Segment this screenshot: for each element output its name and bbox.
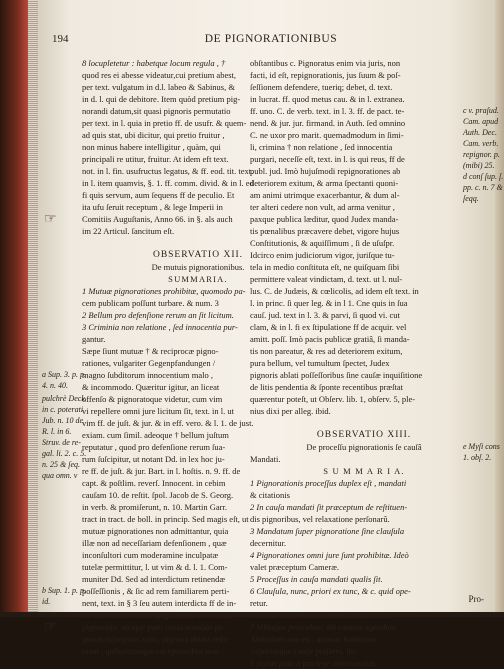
right-line: ter alteri cedere non vult, ad arma venitur ,: [250, 202, 395, 212]
right-line: l. in princ. ſi quer leg. & in l 1. Cne quis in ſua: [250, 298, 408, 308]
catchword: Pro-: [468, 594, 484, 604]
manicule-hand-icon: ☞: [44, 620, 57, 635]
right-line: 5 Proceſſus in cauſa mandati qualis ſit.: [250, 574, 383, 584]
left-line: rationes, vulgariter Gegenpfandungen /: [82, 358, 216, 368]
left-line: ita ufu ſeruit receptum , & lege Imperii in: [82, 202, 223, 212]
right-line: facti, id eſt, repignorationis, jus ſuum & poſ-: [250, 70, 401, 80]
left-line: vim ff. de juſt. & jur. & in eff. vero. & l. 1. de just.: [82, 418, 254, 428]
left-line: 1 Mutuæ pignorationes prohibitæ, quomodo pa-: [82, 286, 246, 296]
right-line: 3 Mandatum ſuper pignoratione ſine clauſula: [250, 526, 405, 536]
left-margin-note: a Sup. 3. p. 4. n. 40.: [42, 370, 78, 390]
left-line: rum ſuſcipitur, ut notant Dd. in lex hoc ju-: [82, 454, 225, 464]
left-line: re ff. de juſt. & jur. Bart. in l. hoſtis. n. 9. ff. de: [82, 466, 241, 476]
left-line: 3 Criminia non relatione , ſed innocentia pur-: [82, 322, 238, 332]
right-line: pignoris ablati poſſeſſoribus ſine cauſæ inquiſitione: [250, 370, 423, 380]
left-line: reputatur , quod pro defenſione rerum ſua-: [82, 442, 226, 452]
section-subtitle: De proceſſu pignorationis ſe cauſâ: [306, 442, 422, 452]
left-line: principali re utitur, fruitur. At idem eft text.: [82, 154, 229, 164]
right-line: nius dixi per alleg. ibid.: [250, 406, 331, 416]
left-margin-note: pulchrè Deck in c. poterati Jub. n. 10 de R. l. in 6. Struv. de re- gal. li. 2. c. n. 25 & ſeq. qua omn. v: [42, 394, 85, 480]
left-line: tuant , quibuſcumque exceptionibus non: [82, 646, 219, 656]
right-line: ſeſſionem defendere, tueriq; debet, d. text.: [250, 82, 393, 92]
left-line: fi quis servum, aum ſequens ff de peculio. Et: [82, 190, 235, 200]
right-line: decernitur.: [250, 538, 287, 548]
right-line: 6 Clauſula, nunc, priori ex tunc, & c. quid ope-: [250, 586, 411, 596]
right-line: ff. uno. C. de verb. text. in l. 3. ff. de pact. te-: [250, 106, 405, 116]
section-title: OBSERVATIO XIII.: [316, 430, 412, 440]
left-margin-note: b Sup. 1. p. id.: [42, 586, 78, 606]
left-line: cem publicam poſſunt turbare. & num. 3: [82, 298, 219, 308]
right-line: 7 Vilmajus periculum, ibi cautius agendum.: [250, 622, 398, 632]
left-line: Sæpe ſiunt mutuæ † & reciprocæ pigno-: [82, 346, 219, 356]
left-line: gnoris injungitur, utſic, pignora ablata reſti-: [82, 634, 230, 644]
page-gutter-shadow: [495, 0, 504, 617]
section-subtitle: De mutuis pignorationibus.: [151, 262, 245, 272]
page-bottom-edge: [0, 612, 504, 617]
right-line: cujuſcunque cauſæ praſervi, ibi.: [250, 646, 358, 656]
right-line: Conſtitutionis, & aquiſſimum , ſi de uſuſpr.: [250, 238, 395, 248]
right-margin-note: e Myſi cons 1. obſ. 2.: [463, 442, 500, 462]
left-line: per text. vulgatum in d.l. labeo & Sabinus, &: [82, 82, 235, 92]
right-line: clam, & in l. fi ex ſtipulatione ff de acquir. vel: [250, 322, 407, 332]
left-line: 2 Bellum pro defenſione rerum an ſit licitum.: [82, 310, 234, 320]
right-line: deteriorem exitum, & arma ſpectanti quoni-: [250, 178, 399, 188]
right-line: dis pignoribus, vel relaxatione perſonarû.: [250, 514, 390, 524]
right-line: obſtantibus c. Pignoratus enim via juris, non: [250, 58, 401, 68]
right-line: li, crimina † non relatione , ſed innocentia: [250, 142, 393, 152]
left-line: in verb. & promiſerunt, n. 10. Martin Garr.: [82, 502, 227, 512]
right-line: tis non pareatur, & res ad deteriorem exitum,: [250, 346, 403, 356]
left-line: tutelæ permittitur, l. ut vim & d. l. 1. Com-: [82, 562, 228, 572]
right-line: paxque publica læditur, quod Judex manda-: [250, 214, 399, 224]
left-line: offenſo & pignoratoque videtur, cum vim: [82, 394, 223, 404]
right-line: de litis pendentia & ſponte recentibus præſtat: [250, 382, 403, 392]
page-number: 194: [52, 33, 69, 45]
left-line: & incommodo. Quæritur igitur, an liceat: [82, 382, 220, 392]
right-line: 2 In cauſa mandati ſit præceptum de reſtituen-: [250, 502, 408, 512]
left-line: 8 locupletetur : habetque locum regula , †: [82, 58, 226, 68]
left-line: quod res ei abesse videatur,cui pretium abest,: [82, 70, 237, 80]
section-title: OBSERVATIO XII.: [152, 250, 244, 260]
left-line: in d. l. qui de debitore. Item quòd pretium pig-: [82, 94, 241, 104]
left-line: norandi datum,sit quasi pignoris permutatio: [82, 106, 231, 116]
left-line: capt. & poſtlim. reverſ. Innocent. in cebim: [82, 478, 226, 488]
right-line: retur.: [250, 598, 268, 608]
right-line: permittere valeat vindictam, d. text. ut l. nul-: [250, 274, 403, 284]
page-header: [52, 33, 490, 48]
left-line: poſſeſſionis , & ſic ad rem familiarem perti-: [82, 586, 230, 596]
left-line: nent, text. in § 3 ſeu autem interdicta ff de in-: [82, 598, 237, 608]
right-text-column: [250, 57, 478, 669]
running-head: DE PIGNORATIONIBUS: [204, 33, 338, 45]
right-line: in lucrat. ff. quod metus cau. & in l. extranea.: [250, 94, 405, 104]
left-line: magno ſubditorum innocentium malo ,: [82, 370, 214, 380]
right-line: & citationis: [250, 490, 290, 500]
right-line: tis pœnalibus præcavere debet, vigore hujus: [250, 226, 400, 236]
right-line: quærentur poteſt, ut Obſerv. lib. 1, obſerv. 5, ple-: [250, 394, 416, 404]
left-line: Comitiis Auguſtanis, Anno 66. in §. als auch: [82, 214, 233, 224]
right-line: valet præceptum Cameræ.: [250, 562, 339, 572]
right-line: purgari, neceſſe eſt, text. in l. is qui reus, ff de: [250, 154, 405, 164]
right-line: 8 Stylus judicii pro lege obſervandus.: [250, 658, 377, 668]
left-line: inconſultori cum moderamine inculpatæ: [82, 550, 219, 560]
summaria-heading: S U M M A R I A.: [323, 466, 405, 476]
right-line: tela in medio conſtituta eſt, ne quiſquam ſibi: [250, 262, 400, 272]
right-line: publ. jud. Imò hujuſmodi repignorationes ab: [250, 166, 401, 176]
right-line: [250, 417, 478, 429]
left-line: non minus habere intelligitur , quàm, qui: [82, 142, 221, 152]
left-line: muniter Dd. Sed ad interdictum retinendæ: [82, 574, 226, 584]
right-line: Idcirco enim judiciorum vigor, juriſque tu-: [250, 250, 395, 260]
right-line: 4 Pignorationes omni jure ſunt prohibitæ. Ideò: [250, 550, 409, 560]
right-line: lus. C. de Judæis, & cœlicolis, ad idem eſt text. in: [250, 286, 419, 296]
left-line: tract in tract. de boll. in princip. Sed magis eſt, ut: [82, 514, 249, 524]
left-line: not. in l. fin. usufructus legatus, & ff. eod. tit. text.: [82, 166, 254, 176]
right-line: Abſurdum non eſt , animus hominum: [250, 634, 377, 644]
left-line: cauſam 10. de reſtit. ſpol. Jacob de S. Georg.: [82, 490, 234, 500]
right-margin-note: c v. praſud. Cam. apud Auth. Dec. Cam. verb. repignor. p. (mibi) 25. d conſ ſup. ſ. pp. c. n. 7 & ſeqq.: [463, 106, 504, 203]
left-line: per text. in l. quia in pretio ff. de usufr. & quem-: [82, 118, 247, 128]
left-line: vi repellere omni jure licitum ſit, text. in l. ut: [82, 406, 235, 416]
right-line: cauſ. jud. text in l. 3. & parvi, ſi quod vi. cut: [250, 310, 400, 320]
right-line: C. ne uxor pro marit. quemadmodum in ſimi-: [250, 130, 404, 140]
left-line: in l. item quamvis, §. 1. ff. comm. divid. & in l. ed: [82, 178, 254, 188]
left-line: exiam. cum ſimil. adeoque † bellum juſtum: [82, 430, 229, 440]
summaria-heading: SUMMARIA.: [168, 274, 228, 284]
left-line: illæ non ad neceſſariam defenſionem , quæ: [82, 538, 227, 548]
right-line: Mandati.: [250, 454, 281, 464]
left-line: ad quis stat, ubi dicitur, qui pretio fruitur ,: [82, 130, 225, 140]
manicule-hand-icon: ☞: [44, 212, 57, 227]
right-line: pura bellum, vel tumultum ſpectet, Judex: [250, 358, 390, 368]
right-line: amitt. poſſ. Imò pacis publicæ gratiâ, ſi manda-: [250, 334, 410, 344]
left-line: gantur.: [82, 334, 106, 344]
left-line: im 22 Articul. ſancitum eſt.: [82, 226, 175, 236]
left-line: pignoratio, utrique parti cauſa mandati pi-: [82, 622, 225, 632]
right-line: 1 Pignorationis proceſſus duplex eſt , mandati: [250, 478, 407, 488]
right-line: nend. & jur. jur. firmand. in Auth. ſed omnino: [250, 118, 406, 128]
right-line: am animi utrimque exacerbantur, & dum al-: [250, 190, 400, 200]
left-line: mutuæ pignorationes non admittantur, quia: [82, 526, 229, 536]
